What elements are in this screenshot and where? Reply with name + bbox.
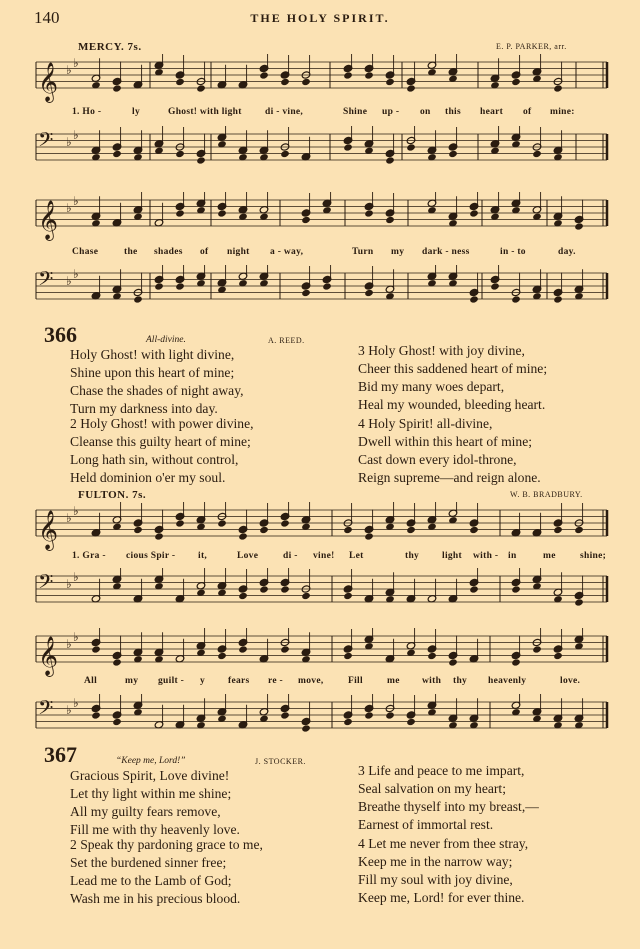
note-head <box>385 78 395 86</box>
verse-line: 3 Holy Ghost! with joy divine, <box>358 343 525 358</box>
lyric-syllable: move, <box>298 676 324 686</box>
note-head <box>406 718 416 726</box>
verse-line: Breathe thyself into my breast,— <box>358 799 539 814</box>
bass-clef-icon: 𝄢 <box>38 128 54 156</box>
music-system-3-bass <box>30 568 615 620</box>
treble-clef-icon: 𝄞 <box>38 62 59 102</box>
flat-icon: ♭ <box>73 504 79 518</box>
lyric-syllable: day. <box>558 247 576 257</box>
note-head <box>301 592 311 600</box>
note-head <box>112 718 122 726</box>
note-head <box>469 295 479 303</box>
verse-line: Lead me to the Lamb of God; <box>70 873 232 888</box>
verse-line: 2 Speak thy pardoning grace to me, <box>70 837 263 852</box>
flat-icon: ♭ <box>73 570 79 584</box>
lyric-syllable: shades <box>154 247 183 257</box>
verse-line: Held dominion o'er my soul. <box>70 470 226 485</box>
lyric-syllable: the <box>124 247 138 257</box>
verse-line: All my guilty fears remove, <box>70 804 221 819</box>
note-head <box>343 718 353 726</box>
lyric-syllable: shine; <box>580 551 607 561</box>
note-head <box>364 71 374 79</box>
verse-line: Fill my soul with joy divine, <box>358 872 513 887</box>
lyric-syllable: Turn <box>352 247 374 257</box>
note-head <box>259 526 269 534</box>
note-head <box>469 526 479 534</box>
lyric-syllable: light <box>442 551 462 561</box>
note-head <box>343 143 353 151</box>
note-head <box>553 295 563 303</box>
hymn-caption: All-divine. <box>146 335 186 345</box>
note-head <box>364 711 374 719</box>
note-head <box>112 150 122 158</box>
lyric-syllable: 1. Gra - <box>72 551 106 561</box>
note-head <box>280 645 290 653</box>
flat-icon: ♭ <box>66 577 72 591</box>
note-head <box>196 84 206 92</box>
note-head <box>175 519 185 527</box>
lyric-syllable: thy <box>405 551 420 561</box>
page-number: 140 <box>34 8 60 27</box>
note-head <box>91 711 101 719</box>
tune-composer: E. P. PARKER, arr. <box>496 42 567 51</box>
tune-composer: W. B. BRADBURY. <box>510 490 583 499</box>
note-head <box>217 519 227 527</box>
note-head <box>364 209 374 217</box>
flat-icon: ♭ <box>66 703 72 717</box>
tune-name: FULTON. 7s. <box>78 489 147 501</box>
note-head <box>385 216 395 224</box>
note-head <box>532 645 542 653</box>
stanza <box>358 835 528 907</box>
music-system-4-bass <box>30 694 615 746</box>
note-head <box>301 216 311 224</box>
hymn-author: J. STOCKER. <box>255 757 306 766</box>
lyric-syllable: y <box>200 676 206 686</box>
note-head <box>280 150 290 158</box>
note-head <box>406 143 416 151</box>
note-head <box>301 724 311 732</box>
stanza <box>70 767 240 839</box>
verse-line: Holy Ghost! with light divine, <box>70 347 235 362</box>
verse-line: Bid my many woes depart, <box>358 379 505 394</box>
lyric-syllable: on <box>420 107 431 117</box>
verse-line: Shine upon this heart of mine; <box>70 365 235 380</box>
hymn-caption: “Keep me, Lord!” <box>116 756 186 766</box>
hymn-number: 366 <box>44 322 77 347</box>
lyric-syllable: my <box>391 247 405 257</box>
lyric-syllable: me <box>387 676 400 686</box>
note-head <box>175 209 185 217</box>
stanza <box>70 836 263 908</box>
note-head <box>238 592 248 600</box>
note-head <box>301 289 311 297</box>
lyric-syllable: di - vine, <box>265 107 304 117</box>
lyric-syllable: of <box>200 247 209 257</box>
lyric-syllable: this <box>445 107 461 117</box>
lyric-syllable: guilt - <box>158 676 185 686</box>
note-head <box>133 295 143 303</box>
verse-line: Keep me in the narrow way; <box>358 854 513 869</box>
bass-clef-icon: 𝄢 <box>38 267 54 295</box>
stanza <box>70 415 254 487</box>
note-head <box>322 282 332 290</box>
flat-icon: ♭ <box>73 630 79 644</box>
verse-line: Turn my darkness into day. <box>70 401 218 416</box>
note-head <box>175 150 185 158</box>
lyric-syllable: cious Spir - <box>126 551 176 561</box>
note-head <box>238 532 248 540</box>
flat-icon: ♭ <box>73 128 79 142</box>
note-head <box>364 289 374 297</box>
music-system-4 <box>30 628 615 680</box>
note-head <box>511 658 521 666</box>
flat-icon: ♭ <box>66 637 72 651</box>
note-head <box>532 150 542 158</box>
lyric-syllable: in <box>508 551 517 561</box>
lyric-syllable: it, <box>198 551 208 561</box>
verse-line: Seal salvation on my heart; <box>358 781 506 796</box>
note-head <box>385 711 395 719</box>
note-head <box>490 282 500 290</box>
lyric-syllable: of <box>523 107 532 117</box>
lyric-syllable: up - <box>382 107 400 117</box>
lyric-syllable: ly <box>132 107 140 117</box>
lyric-syllable: dark - ness <box>422 247 470 257</box>
note-head <box>343 71 353 79</box>
note-head <box>112 658 122 666</box>
note-head <box>217 652 227 660</box>
verse-line: Set the burdened sinner free; <box>70 855 227 870</box>
lyric-syllable: Ghost! with light <box>168 107 242 117</box>
note-head <box>280 711 290 719</box>
note-head <box>448 150 458 158</box>
note-head <box>406 84 416 92</box>
stanza <box>358 415 541 487</box>
flat-icon: ♭ <box>66 511 72 525</box>
note-head <box>259 585 269 593</box>
treble-clef-icon: 𝄞 <box>38 636 59 676</box>
lyric-syllable: vine! <box>313 551 335 561</box>
note-head <box>280 585 290 593</box>
note-head <box>154 532 164 540</box>
verse-line: Cast down every idol-throne, <box>358 452 517 467</box>
verse-line: 3 Life and peace to me impart, <box>358 763 525 778</box>
lyric-syllable: Love <box>237 551 259 561</box>
lyric-syllable: di - <box>283 551 298 561</box>
verse-line: Cleanse this guilty heart of mine; <box>70 434 251 449</box>
verse-line: Fill me with thy heavenly love. <box>70 822 240 837</box>
lyric-syllable: heavenly <box>488 676 527 686</box>
note-head <box>385 156 395 164</box>
note-head <box>553 526 563 534</box>
note-head <box>574 222 584 230</box>
lyric-syllable: with <box>422 676 442 686</box>
flat-icon: ♭ <box>66 135 72 149</box>
note-head <box>238 645 248 653</box>
note-head <box>112 84 122 92</box>
verse-line: Reign supreme—and reign alone. <box>358 470 541 485</box>
flat-icon: ♭ <box>73 267 79 281</box>
note-head <box>175 78 185 86</box>
lyric-syllable: re - <box>268 676 283 686</box>
lyric-syllable: 1. Ho - <box>72 107 102 117</box>
hymn-number: 367 <box>44 742 77 767</box>
verse-line: Let thy light within me shine; <box>70 786 232 801</box>
tune-name: MERCY. 7s. <box>78 41 142 53</box>
lyric-syllable: me <box>543 551 556 561</box>
hymn-author: A. REED. <box>268 336 305 345</box>
bass-clef-icon: 𝄢 <box>38 570 54 598</box>
lyric-syllable: mine: <box>550 107 575 117</box>
note-head <box>343 652 353 660</box>
lyric-syllable: fears <box>228 676 250 686</box>
music-system-3 <box>30 502 615 554</box>
note-head <box>196 156 206 164</box>
verse-line: Keep me, Lord! for ever thine. <box>358 890 525 905</box>
flat-icon: ♭ <box>73 696 79 710</box>
lyric-syllable: Let <box>349 551 364 561</box>
stanza <box>70 346 244 418</box>
note-head <box>217 209 227 217</box>
note-head <box>280 519 290 527</box>
verse-line: Wash me in his precious blood. <box>70 891 241 906</box>
music-system-2-bass <box>30 265 615 323</box>
verse-line: 4 Holy Spirit! all-divine, <box>358 416 493 431</box>
treble-clef-icon: 𝄞 <box>38 200 59 240</box>
note-head <box>427 652 437 660</box>
note-head <box>406 526 416 534</box>
flat-icon: ♭ <box>73 56 79 70</box>
note-head <box>448 658 458 666</box>
note-head <box>343 592 353 600</box>
note-head <box>364 532 374 540</box>
lyric-syllable: All <box>84 676 98 686</box>
note-head <box>91 645 101 653</box>
flat-icon: ♭ <box>73 194 79 208</box>
lyric-syllable: my <box>125 676 139 686</box>
lyric-syllable: in - to <box>500 247 526 257</box>
lyric-syllable: Chase <box>72 247 99 257</box>
note-head <box>553 84 563 92</box>
running-head: THE HOLY SPIRIT. <box>250 11 390 25</box>
lyric-syllable: night <box>227 247 250 257</box>
flat-icon: ♭ <box>66 63 72 77</box>
lyric-syllable: Fill <box>348 676 363 686</box>
note-head <box>511 295 521 303</box>
note-head <box>133 526 143 534</box>
note-head <box>574 526 584 534</box>
note-head <box>574 598 584 606</box>
lyric-syllable: heart <box>480 107 504 117</box>
treble-clef-icon: 𝄞 <box>38 510 59 550</box>
stanza <box>358 342 547 414</box>
verse-line: Chase the shades of night away, <box>70 383 244 398</box>
verse-line: 4 Let me never from thee stray, <box>358 836 529 851</box>
lyric-syllable: with - <box>473 551 499 561</box>
note-head <box>511 585 521 593</box>
note-head <box>343 526 353 534</box>
note-head <box>553 652 563 660</box>
note-head <box>175 282 185 290</box>
verse-line: Cheer this saddened heart of mine; <box>358 361 548 376</box>
verse-line: 2 Holy Ghost! with power divine, <box>70 416 254 431</box>
verse-line: Dwell within this heart of mine; <box>358 434 533 449</box>
lyric-syllable: love. <box>560 676 581 686</box>
stanza <box>358 762 539 834</box>
lyric-syllable: thy <box>453 676 468 686</box>
note-head <box>511 78 521 86</box>
verse-line: Earnest of immortal rest. <box>358 817 494 832</box>
note-head <box>280 78 290 86</box>
lyric-syllable: a - way, <box>270 247 304 257</box>
note-head <box>154 282 164 290</box>
verse-line: Long hath sin, without control, <box>70 452 239 467</box>
note-head <box>469 209 479 217</box>
flat-icon: ♭ <box>66 201 72 215</box>
flat-icon: ♭ <box>66 274 72 288</box>
lyric-syllable: Shine <box>343 107 368 117</box>
music-system-2 <box>30 192 615 250</box>
music-system-1-bass <box>30 126 615 188</box>
bass-clef-icon: 𝄢 <box>38 696 54 724</box>
note-head <box>259 71 269 79</box>
note-head <box>301 78 311 86</box>
note-head <box>469 585 479 593</box>
verse-line: Heal my wounded, bleeding heart. <box>358 397 546 412</box>
verse-line: Gracious Spirit, Love divine! <box>70 768 230 783</box>
